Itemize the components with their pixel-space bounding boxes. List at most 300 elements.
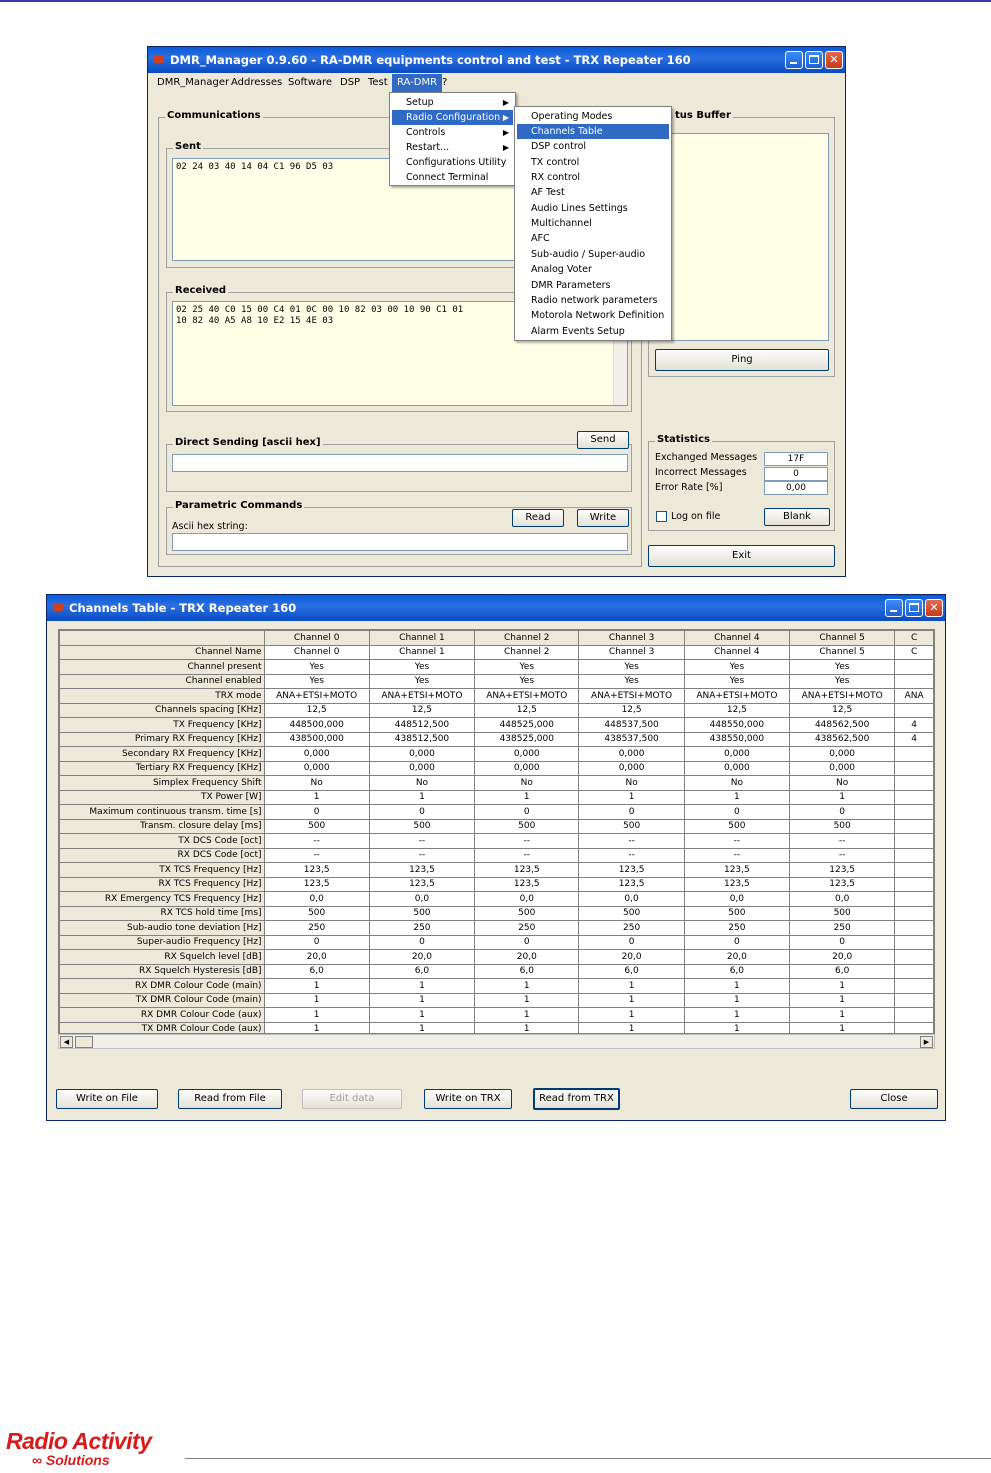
table-cell[interactable]: 250 <box>579 921 684 936</box>
table-cell[interactable]: 0,000 <box>475 761 579 776</box>
table-cell[interactable]: 1 <box>369 979 474 994</box>
table-cell[interactable]: 438562,500 <box>790 732 895 747</box>
table-cell[interactable] <box>895 747 934 762</box>
table-cell[interactable]: 0,000 <box>790 747 895 762</box>
table-cell[interactable]: Yes <box>369 660 474 675</box>
table-cell[interactable]: ANA <box>895 689 934 704</box>
table-cell[interactable] <box>895 790 934 805</box>
table-cell[interactable]: ANA+ETSI+MOTO <box>264 689 369 704</box>
status-buffer-textarea[interactable] <box>655 133 829 341</box>
close-window-button[interactable]: Close <box>850 1089 938 1109</box>
table-cell[interactable]: ANA+ETSI+MOTO <box>684 689 789 704</box>
table-cell[interactable]: 12,5 <box>684 703 789 718</box>
manager-titlebar[interactable] <box>148 47 845 73</box>
table-cell[interactable] <box>895 1008 934 1023</box>
table-cell[interactable]: 0,000 <box>264 747 369 762</box>
table-cell[interactable]: 1 <box>579 1022 684 1034</box>
table-cell[interactable]: 500 <box>790 819 895 834</box>
menu-addresses[interactable]: Addresses <box>231 77 283 88</box>
exchanged-messages-value: 17F <box>764 452 828 466</box>
channels-titlebar[interactable] <box>47 595 945 621</box>
table-cell[interactable]: 20,0 <box>369 950 474 965</box>
scroll-right-icon[interactable]: ▶ <box>920 1036 933 1048</box>
menuitem-restart-label: Restart... <box>406 142 450 153</box>
table-cell[interactable]: 1 <box>684 1008 789 1023</box>
submenu-analog-voter[interactable]: Analog Voter <box>531 264 592 275</box>
table-cell[interactable]: 438500,000 <box>264 732 369 747</box>
write-on-file-button[interactable]: Write on File <box>56 1089 158 1109</box>
direct-sending-input[interactable] <box>172 454 628 472</box>
table-cell[interactable]: 6,0 <box>369 964 474 979</box>
table-row <box>60 718 934 733</box>
table-cell[interactable]: 20,0 <box>264 950 369 965</box>
table-cell[interactable]: -- <box>579 848 684 863</box>
table-cell[interactable]: -- <box>475 848 579 863</box>
table-cell[interactable]: C <box>895 645 934 660</box>
table-cell[interactable]: -- <box>369 848 474 863</box>
log-on-file-checkbox[interactable] <box>656 511 667 522</box>
table-cell[interactable]: 0,000 <box>369 761 474 776</box>
row-header: RX DCS Code [oct] <box>60 848 265 863</box>
table-cell[interactable]: 0 <box>264 935 369 950</box>
table-cell[interactable]: 1 <box>264 1022 369 1034</box>
table-cell[interactable]: 1 <box>264 790 369 805</box>
table-cell[interactable]: 1 <box>369 1008 474 1023</box>
table-cell[interactable]: 0,0 <box>369 892 474 907</box>
row-header: Simplex Frequency Shift <box>60 776 265 791</box>
table-cell[interactable]: 448550,000 <box>684 718 789 733</box>
close-icon: ✕ <box>829 53 839 66</box>
table-cell[interactable]: 123,5 <box>790 877 895 892</box>
table-row <box>60 877 934 892</box>
table-cell[interactable] <box>895 877 934 892</box>
submenu-afc[interactable]: AFC <box>531 233 550 244</box>
table-cell[interactable]: 123,5 <box>369 877 474 892</box>
table-cell[interactable] <box>895 776 934 791</box>
table-cell[interactable]: 1 <box>790 1008 895 1023</box>
submenu-alarm-events-setup[interactable]: Alarm Events Setup <box>531 326 625 337</box>
menuitem-restart[interactable] <box>392 140 513 155</box>
menuitem-configurations-utility[interactable] <box>392 155 513 170</box>
read-from-file-button[interactable]: Read from File <box>178 1089 282 1109</box>
table-cell[interactable]: No <box>684 776 789 791</box>
table-cell[interactable]: 123,5 <box>579 863 684 878</box>
table-cell[interactable] <box>895 819 934 834</box>
table-cell[interactable]: 1 <box>579 979 684 994</box>
table-cell[interactable]: 1 <box>579 1008 684 1023</box>
table-cell[interactable]: 12,5 <box>790 703 895 718</box>
table-cell[interactable] <box>895 979 934 994</box>
submenu-audio-lines-settings[interactable]: Audio Lines Settings <box>531 203 628 214</box>
table-cell[interactable]: 123,5 <box>475 877 579 892</box>
table-cell[interactable]: 1 <box>790 979 895 994</box>
table-cell[interactable]: 1 <box>684 790 789 805</box>
table-cell[interactable]: 500 <box>475 906 579 921</box>
scroll-left-icon[interactable]: ◀ <box>60 1036 73 1048</box>
table-cell[interactable]: 500 <box>579 906 684 921</box>
close-button[interactable] <box>925 599 943 617</box>
minimize-button[interactable] <box>785 51 803 69</box>
table-cell[interactable]: 0,000 <box>579 761 684 776</box>
table-cell[interactable]: 20,0 <box>579 950 684 965</box>
menu-dmr-manager[interactable]: DMR_Manager <box>157 77 230 88</box>
table-cell[interactable]: 6,0 <box>684 964 789 979</box>
column-header[interactable]: Channel 2 <box>475 631 579 646</box>
table-cell[interactable]: 500 <box>475 819 579 834</box>
table-cell[interactable]: -- <box>790 848 895 863</box>
table-cell[interactable]: 12,5 <box>369 703 474 718</box>
menubar <box>152 74 841 92</box>
row-header: TX DMR Colour Code (aux) <box>60 1022 265 1034</box>
table-cell[interactable] <box>895 660 934 675</box>
table-cell[interactable]: 0 <box>369 935 474 950</box>
write-button[interactable]: Write <box>577 509 629 527</box>
table-cell[interactable]: 123,5 <box>369 863 474 878</box>
menuitem-controls[interactable] <box>392 125 513 140</box>
table-cell[interactable]: 448562,500 <box>790 718 895 733</box>
column-header[interactable]: Channel 5 <box>790 631 895 646</box>
menuitem-controls-label: Controls <box>406 127 446 138</box>
app-icon <box>53 603 63 611</box>
table-cell[interactable]: 250 <box>475 921 579 936</box>
table-cell[interactable]: 12,5 <box>579 703 684 718</box>
close-button[interactable] <box>825 51 843 69</box>
table-cell[interactable] <box>895 1022 934 1034</box>
table-cell[interactable]: 123,5 <box>684 877 789 892</box>
table-cell[interactable]: Channel 2 <box>475 645 579 660</box>
radio-configuration-submenu <box>514 106 672 341</box>
table-cell[interactable]: 0 <box>264 805 369 820</box>
incorrect-messages-label: Incorrect Messages <box>655 467 747 478</box>
table-cell[interactable]: 123,5 <box>790 863 895 878</box>
table-row <box>60 950 934 965</box>
table-cell[interactable]: 500 <box>684 819 789 834</box>
table-cell[interactable]: 123,5 <box>264 877 369 892</box>
table-cell[interactable]: 500 <box>579 819 684 834</box>
table-row <box>60 906 934 921</box>
minimize-icon <box>790 62 797 64</box>
table-row <box>60 819 934 834</box>
write-on-trx-button[interactable]: Write on TRX <box>424 1089 512 1109</box>
blank-button[interactable]: Blank <box>764 508 830 526</box>
table-cell[interactable]: -- <box>264 834 369 849</box>
table-cell[interactable]: 12,5 <box>264 703 369 718</box>
column-header[interactable]: Channel 4 <box>684 631 789 646</box>
menu-ra-dmr[interactable]: RA-DMR <box>392 74 442 92</box>
table-cell[interactable]: Channel 4 <box>684 645 789 660</box>
app-icon <box>154 55 164 63</box>
table-cell[interactable]: 1 <box>369 1022 474 1034</box>
ra-dmr-dropdown <box>389 92 516 186</box>
row-header: Sub-audio tone deviation [Hz] <box>60 921 265 936</box>
menuitem-connect-terminal-label: Connect Terminal <box>406 172 489 183</box>
table-cell[interactable]: No <box>264 776 369 791</box>
table-cell[interactable]: 6,0 <box>790 964 895 979</box>
table-cell[interactable] <box>895 761 934 776</box>
submenu-af-test[interactable]: AF Test <box>531 187 565 198</box>
table-cell[interactable]: -- <box>579 834 684 849</box>
table-cell[interactable]: Yes <box>579 660 684 675</box>
table-cell[interactable]: 250 <box>264 921 369 936</box>
read-from-trx-button[interactable]: Read from TRX <box>533 1088 620 1110</box>
row-header: Maximum continuous transm. time [s] <box>60 805 265 820</box>
table-cell[interactable]: 1 <box>475 993 579 1008</box>
table-cell[interactable]: 1 <box>475 790 579 805</box>
menuitem-setup[interactable] <box>392 95 513 110</box>
submenu-operating-modes[interactable]: Operating Modes <box>531 111 613 122</box>
grid-horizontal-scrollbar[interactable] <box>58 1034 935 1049</box>
table-cell[interactable] <box>895 964 934 979</box>
table-cell[interactable]: 438550,000 <box>684 732 789 747</box>
table-cell[interactable]: 0,000 <box>264 761 369 776</box>
table-cell[interactable]: 1 <box>684 979 789 994</box>
table-cell[interactable]: 500 <box>264 906 369 921</box>
submenu-radio-network-parameters[interactable]: Radio network parameters <box>531 295 658 306</box>
table-row <box>60 935 934 950</box>
table-cell[interactable]: 6,0 <box>475 964 579 979</box>
submenu-tx-control[interactable]: TX control <box>531 157 580 168</box>
table-cell[interactable]: 1 <box>369 790 474 805</box>
table-cell[interactable]: 1 <box>264 979 369 994</box>
submenu-sub-audio-super-audio[interactable]: Sub-audio / Super-audio <box>531 249 646 260</box>
menu-help[interactable]: ? <box>442 77 448 88</box>
column-header[interactable]: Channel 0 <box>264 631 369 646</box>
table-cell[interactable]: 438512,500 <box>369 732 474 747</box>
table-cell[interactable]: 448500,000 <box>264 718 369 733</box>
company-logo-text: Radio Activity <box>6 1428 152 1454</box>
table-cell[interactable]: 123,5 <box>684 863 789 878</box>
manager-title: DMR_Manager 0.9.60 - RA-DMR equipments control and test - TRX Repeater 160 <box>170 53 691 67</box>
submenu-channels-table[interactable]: Channels Table <box>517 124 669 139</box>
maximize-button[interactable] <box>805 51 823 69</box>
table-cell[interactable]: 0,0 <box>475 892 579 907</box>
table-cell[interactable]: 1 <box>264 1008 369 1023</box>
table-cell[interactable] <box>895 921 934 936</box>
table-cell[interactable]: 500 <box>369 819 474 834</box>
table-cell[interactable]: 1 <box>684 1022 789 1034</box>
table-cell[interactable] <box>895 703 934 718</box>
submenu-motorola-network-definition[interactable]: Motorola Network Definition <box>531 310 665 321</box>
scroll-thumb[interactable] <box>75 1036 93 1048</box>
table-cell[interactable]: Yes <box>475 660 579 675</box>
table-cell[interactable]: -- <box>790 834 895 849</box>
row-header: Channels spacing [KHz] <box>60 703 265 718</box>
row-header: TX DMR Colour Code (main) <box>60 993 265 1008</box>
table-cell[interactable]: Yes <box>369 674 474 689</box>
menu-test[interactable]: Test <box>368 77 388 88</box>
company-logo-solutions: Solutions <box>45 1452 110 1468</box>
footer-rule <box>185 1458 991 1459</box>
table-cell[interactable]: No <box>369 776 474 791</box>
table-cell[interactable]: Channel 5 <box>790 645 895 660</box>
table-cell[interactable]: 0,0 <box>790 892 895 907</box>
sent-textarea[interactable]: 02 24 03 40 14 04 C1 96 D5 03 <box>172 158 628 261</box>
ping-button[interactable]: Ping <box>655 349 829 371</box>
ascii-hex-input[interactable] <box>172 533 628 551</box>
table-cell[interactable] <box>895 805 934 820</box>
table-cell[interactable]: 0,000 <box>475 747 579 762</box>
row-header: Primary RX Frequency [KHz] <box>60 732 265 747</box>
table-cell[interactable]: 0 <box>579 935 684 950</box>
row-header: RX Squelch level [dB] <box>60 950 265 965</box>
table-cell[interactable]: 4 <box>895 732 934 747</box>
menu-dsp[interactable]: DSP <box>340 77 361 88</box>
row-header: RX DMR Colour Code (aux) <box>60 1008 265 1023</box>
table-cell[interactable]: -- <box>475 834 579 849</box>
table-cell[interactable]: -- <box>684 848 789 863</box>
exit-button[interactable]: Exit <box>648 545 835 567</box>
table-cell[interactable]: 1 <box>790 790 895 805</box>
table-cell[interactable]: 0,000 <box>369 747 474 762</box>
table-cell[interactable]: 6,0 <box>264 964 369 979</box>
table-cell[interactable]: 250 <box>790 921 895 936</box>
table-cell[interactable]: 1 <box>790 1022 895 1034</box>
table-cell[interactable]: 123,5 <box>579 877 684 892</box>
submenu-multichannel[interactable]: Multichannel <box>531 218 592 229</box>
table-cell[interactable]: 0,0 <box>579 892 684 907</box>
table-cell[interactable]: 1 <box>579 790 684 805</box>
edit-data-button[interactable]: Edit data <box>302 1089 402 1109</box>
submenu-dmr-parameters[interactable]: DMR Parameters <box>531 280 611 291</box>
table-cell[interactable]: 438537,500 <box>579 732 684 747</box>
table-cell[interactable]: ANA+ETSI+MOTO <box>790 689 895 704</box>
table-cell[interactable]: 1 <box>579 993 684 1008</box>
table-cell[interactable]: 12,5 <box>475 703 579 718</box>
table-cell[interactable] <box>895 950 934 965</box>
table-cell[interactable]: ANA+ETSI+MOTO <box>579 689 684 704</box>
table-cell[interactable]: 0 <box>684 935 789 950</box>
table-cell[interactable]: Yes <box>684 660 789 675</box>
submenu-rx-control[interactable]: RX control <box>531 172 581 183</box>
table-cell[interactable] <box>895 906 934 921</box>
table-cell[interactable]: Yes <box>684 674 789 689</box>
table-cell[interactable]: ANA+ETSI+MOTO <box>475 689 579 704</box>
table-cell[interactable]: Yes <box>264 660 369 675</box>
table-cell[interactable]: 448512,500 <box>369 718 474 733</box>
table-cell[interactable]: 1 <box>475 1008 579 1023</box>
table-cell[interactable]: 250 <box>369 921 474 936</box>
table-cell[interactable]: 1 <box>369 993 474 1008</box>
maximize-icon <box>909 603 919 612</box>
table-cell[interactable]: 0 <box>369 805 474 820</box>
table-cell[interactable]: -- <box>684 834 789 849</box>
table-cell[interactable]: 1 <box>264 993 369 1008</box>
table-cell[interactable]: -- <box>264 848 369 863</box>
column-header[interactable]: Channel 1 <box>369 631 474 646</box>
table-cell[interactable]: 0 <box>579 805 684 820</box>
table-cell[interactable]: 250 <box>684 921 789 936</box>
dmr-manager-window <box>147 46 846 577</box>
read-button[interactable]: Read <box>512 509 564 527</box>
table-cell[interactable]: Channel 3 <box>579 645 684 660</box>
menuitem-radio-configuration[interactable] <box>392 110 513 125</box>
table-cell[interactable]: 123,5 <box>264 863 369 878</box>
table-cell[interactable]: ANA+ETSI+MOTO <box>369 689 474 704</box>
table-cell[interactable]: 20,0 <box>684 950 789 965</box>
table-cell[interactable]: 1 <box>684 993 789 1008</box>
table-cell[interactable]: Channel 1 <box>369 645 474 660</box>
table-cell[interactable]: 123,5 <box>475 863 579 878</box>
row-header: TX TCS Frequency [Hz] <box>60 863 265 878</box>
menuitem-connect-terminal[interactable] <box>392 170 513 185</box>
menu-software[interactable]: Software <box>288 77 333 88</box>
table-cell[interactable]: 0,0 <box>264 892 369 907</box>
table-cell[interactable]: 0,000 <box>579 747 684 762</box>
send-button[interactable]: Send <box>577 431 629 449</box>
submenu-arrow-icon: ▶ <box>502 98 509 107</box>
received-textarea[interactable]: 02 25 40 C0 15 00 C4 01 0C 00 10 82 03 00 10 90 C1 01 10 82 40 A5 A8 10 E2 15 4E 03 <box>172 301 628 406</box>
exchanged-messages-label: Exchanged Messages <box>655 452 758 463</box>
table-cell[interactable]: 0,0 <box>684 892 789 907</box>
table-cell[interactable]: 4 <box>895 718 934 733</box>
table-cell[interactable]: 500 <box>790 906 895 921</box>
table-cell[interactable]: -- <box>369 834 474 849</box>
table-cell[interactable]: Yes <box>264 674 369 689</box>
table-cell[interactable]: 448525,000 <box>475 718 579 733</box>
maximize-button[interactable] <box>905 599 923 617</box>
table-cell[interactable]: 0 <box>475 935 579 950</box>
table-cell[interactable]: Yes <box>475 674 579 689</box>
table-cell[interactable]: No <box>579 776 684 791</box>
submenu-dsp-control[interactable]: DSP control <box>531 141 587 152</box>
table-cell[interactable]: 0,000 <box>684 761 789 776</box>
table-cell[interactable]: No <box>475 776 579 791</box>
row-header: Channel enabled <box>60 674 265 689</box>
incorrect-messages-value: 0 <box>764 467 828 481</box>
table-cell[interactable]: 500 <box>264 819 369 834</box>
table-cell[interactable] <box>895 674 934 689</box>
table-cell[interactable] <box>895 892 934 907</box>
table-cell[interactable]: 0 <box>475 805 579 820</box>
table-cell[interactable] <box>895 993 934 1008</box>
table-cell[interactable]: 1 <box>475 1022 579 1034</box>
table-cell[interactable] <box>895 848 934 863</box>
table-cell[interactable]: 0 <box>684 805 789 820</box>
table-cell[interactable]: 20,0 <box>790 950 895 965</box>
table-cell[interactable]: Yes <box>579 674 684 689</box>
column-header[interactable]: C <box>895 631 934 646</box>
table-cell[interactable] <box>895 935 934 950</box>
channels-grid[interactable] <box>58 629 935 1034</box>
table-row <box>60 645 934 660</box>
table-cell[interactable]: 0,000 <box>684 747 789 762</box>
row-header: TX DCS Code [oct] <box>60 834 265 849</box>
table-cell[interactable]: 500 <box>369 906 474 921</box>
table-cell[interactable]: 0 <box>790 805 895 820</box>
table-cell[interactable]: 500 <box>684 906 789 921</box>
table-row <box>60 761 934 776</box>
table-cell[interactable]: No <box>790 776 895 791</box>
minimize-button[interactable] <box>885 599 903 617</box>
table-cell[interactable]: 1 <box>790 993 895 1008</box>
table-cell[interactable]: 0 <box>790 935 895 950</box>
table-cell[interactable]: 20,0 <box>475 950 579 965</box>
table-cell[interactable]: 1 <box>475 979 579 994</box>
table-cell[interactable]: 448537,500 <box>579 718 684 733</box>
table-cell[interactable]: 438525,000 <box>475 732 579 747</box>
column-header[interactable]: Channel 3 <box>579 631 684 646</box>
received-label: Received <box>175 285 227 296</box>
table-cell[interactable]: 6,0 <box>579 964 684 979</box>
table-cell[interactable] <box>895 834 934 849</box>
minimize-icon <box>890 610 897 612</box>
table-row <box>60 776 934 791</box>
table-cell[interactable]: Yes <box>790 674 895 689</box>
table-cell[interactable]: Yes <box>790 660 895 675</box>
table-cell[interactable]: Channel 0 <box>264 645 369 660</box>
table-cell[interactable]: 0,000 <box>790 761 895 776</box>
table-cell[interactable] <box>895 863 934 878</box>
